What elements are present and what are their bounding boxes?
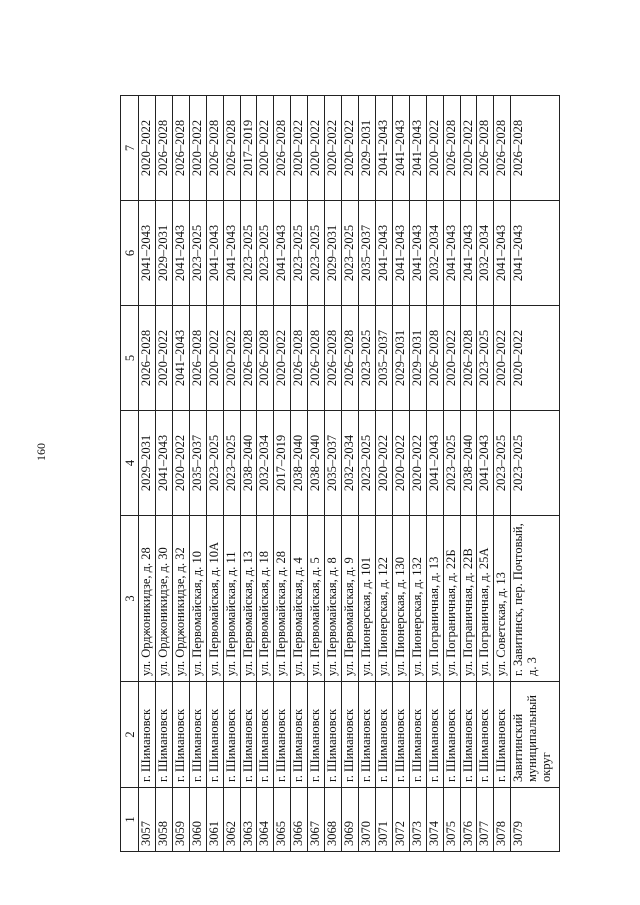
period-col-6-cell: 2041–2043 (511, 201, 560, 306)
period-col-4-cell: 2041–2043 (426, 411, 443, 516)
table-row (426, 96, 443, 852)
address-cell: ул. Первомайская, д. 13 (240, 516, 257, 682)
table-row (409, 96, 426, 852)
address-cell: ул. Пограничная, д. 13 (426, 516, 443, 682)
row-number-cell: 3065 (274, 788, 291, 852)
period-col-6-cell: 2023–2025 (291, 201, 308, 306)
period-col-4-cell: 2023–2025 (358, 411, 375, 516)
period-col-5-cell: 2020–2022 (511, 306, 560, 411)
locality-cell: г. Шимановск (206, 682, 223, 788)
period-col-6-cell: 2041–2043 (375, 201, 392, 306)
period-col-6-cell: 2032–2034 (426, 201, 443, 306)
period-col-4-cell: 2023–2025 (223, 411, 240, 516)
period-col-5-cell: 2035–2037 (375, 306, 392, 411)
table-row (375, 96, 392, 852)
table-row (443, 96, 460, 852)
row-number-cell: 3070 (358, 788, 375, 852)
period-col-5-cell: 2026–2028 (460, 306, 477, 411)
address-cell: ул. Советская, д. 13 (494, 516, 511, 682)
period-col-7-cell: 2041–2043 (392, 96, 409, 201)
row-number-cell: 3074 (426, 788, 443, 852)
table-row (223, 96, 240, 852)
column-header: 7 (121, 96, 139, 201)
period-col-5-cell: 2026–2028 (325, 306, 342, 411)
period-col-7-cell: 2041–2043 (375, 96, 392, 201)
locality-cell: г. Шимановск (240, 682, 257, 788)
row-number-cell: 3071 (375, 788, 392, 852)
period-col-7-cell: 2020–2022 (426, 96, 443, 201)
period-col-7-cell: 2026–2028 (223, 96, 240, 201)
period-col-7-cell: 2017–2019 (240, 96, 257, 201)
locality-cell: г. Шимановск (189, 682, 206, 788)
period-col-4-cell: 2023–2025 (443, 411, 460, 516)
locality-cell: г. Шимановск (477, 682, 494, 788)
table-body (139, 96, 560, 852)
table-row (477, 96, 494, 852)
period-col-5-cell: 2029–2031 (392, 306, 409, 411)
period-col-4-cell: 2020–2022 (172, 411, 189, 516)
period-col-7-cell: 2026–2028 (511, 96, 560, 201)
locality-cell: г. Шимановск (172, 682, 189, 788)
table-row (155, 96, 172, 852)
period-col-5-cell: 2020–2022 (274, 306, 291, 411)
period-col-6-cell: 2023–2025 (342, 201, 359, 306)
row-number-cell: 3077 (477, 788, 494, 852)
period-col-5-cell: 2026–2028 (189, 306, 206, 411)
locality-cell: г. Шимановск (392, 682, 409, 788)
address-cell: ул. Первомайская, д. 5 (308, 516, 325, 682)
row-number-cell: 3078 (494, 788, 511, 852)
table-row (494, 96, 511, 852)
locality-cell: г. Шимановск (409, 682, 426, 788)
locality-cell: г. Шимановск (494, 682, 511, 788)
row-number-cell: 3061 (206, 788, 223, 852)
table-row (172, 96, 189, 852)
locality-cell: г. Шимановск (257, 682, 274, 788)
period-col-7-cell: 2020–2022 (342, 96, 359, 201)
locality-cell: г. Шимановск (223, 682, 240, 788)
period-col-4-cell: 2038–2040 (240, 411, 257, 516)
period-col-7-cell: 2026–2028 (443, 96, 460, 201)
period-col-5-cell: 2023–2025 (358, 306, 375, 411)
address-cell: ул. Пионерская, д. 122 (375, 516, 392, 682)
locality-cell: г. Шимановск (274, 682, 291, 788)
address-cell: ул. Первомайская, д. 18 (257, 516, 274, 682)
table-row (189, 96, 206, 852)
period-col-6-cell: 2041–2043 (172, 201, 189, 306)
address-cell: ул. Орджоникидзе, д. 28 (139, 516, 156, 682)
address-cell: ул. Пионерская, д. 101 (358, 516, 375, 682)
period-col-7-cell: 2026–2028 (155, 96, 172, 201)
period-col-5-cell: 2026–2028 (257, 306, 274, 411)
column-header: 6 (121, 201, 139, 306)
period-col-6-cell: 2041–2043 (223, 201, 240, 306)
period-col-4-cell: 2029–2031 (139, 411, 156, 516)
table-header-row (121, 96, 139, 852)
row-number-cell: 3079 (511, 788, 560, 852)
period-col-6-cell: 2041–2043 (392, 201, 409, 306)
period-col-6-cell: 2041–2043 (443, 201, 460, 306)
period-col-5-cell: 2026–2028 (308, 306, 325, 411)
address-cell: ул. Пограничная, д. 22В (460, 516, 477, 682)
address-cell: ул. Орджоникидзе, д. 30 (155, 516, 172, 682)
period-col-6-cell: 2041–2043 (139, 201, 156, 306)
period-col-5-cell: 2023–2025 (477, 306, 494, 411)
period-col-6-cell: 2029–2031 (325, 201, 342, 306)
locality-cell: г. Шимановск (139, 682, 156, 788)
period-col-4-cell: 2020–2022 (375, 411, 392, 516)
locality-cell: г. Шимановск (155, 682, 172, 788)
table-row (511, 96, 560, 852)
period-col-5-cell: 2029–2031 (409, 306, 426, 411)
period-col-7-cell: 2026–2028 (477, 96, 494, 201)
period-col-4-cell: 2038–2040 (308, 411, 325, 516)
row-number-cell: 3076 (460, 788, 477, 852)
locality-cell: г. Шимановск (460, 682, 477, 788)
locality-cell: Завитинский муниципальный округ (511, 682, 560, 788)
period-col-5-cell: 2026–2028 (426, 306, 443, 411)
address-cell: г. Завитинск, пер. Почтовый, д. 3 (511, 516, 560, 682)
period-col-4-cell: 2038–2040 (291, 411, 308, 516)
period-col-5-cell: 2026–2028 (240, 306, 257, 411)
address-cell: ул. Пограничная, д. 22Б (443, 516, 460, 682)
period-col-6-cell: 2023–2025 (308, 201, 325, 306)
period-col-6-cell: 2032–2034 (477, 201, 494, 306)
column-header: 3 (121, 516, 139, 682)
address-cell: ул. Первомайская, д. 10А (206, 516, 223, 682)
period-col-5-cell: 2026–2028 (291, 306, 308, 411)
period-col-4-cell: 2023–2025 (494, 411, 511, 516)
period-col-6-cell: 2041–2043 (206, 201, 223, 306)
period-col-4-cell: 2032–2034 (257, 411, 274, 516)
address-cell: ул. Первомайская, д. 28 (274, 516, 291, 682)
period-col-7-cell: 2026–2028 (172, 96, 189, 201)
address-cell: ул. Первомайская, д. 11 (223, 516, 240, 682)
period-col-5-cell: 2020–2022 (223, 306, 240, 411)
table-row (342, 96, 359, 852)
period-col-7-cell: 2020–2022 (308, 96, 325, 201)
row-number-cell: 3069 (342, 788, 359, 852)
schedule-table (120, 95, 560, 852)
period-col-5-cell: 2026–2028 (139, 306, 156, 411)
row-number-cell: 3075 (443, 788, 460, 852)
row-number-cell: 3060 (189, 788, 206, 852)
period-col-4-cell: 2020–2022 (409, 411, 426, 516)
period-col-6-cell: 2041–2043 (460, 201, 477, 306)
table-row (257, 96, 274, 852)
row-number-cell: 3072 (392, 788, 409, 852)
period-col-5-cell: 2020–2022 (443, 306, 460, 411)
period-col-5-cell: 2026–2028 (342, 306, 359, 411)
period-col-4-cell: 2017–2019 (274, 411, 291, 516)
period-col-4-cell: 2023–2025 (206, 411, 223, 516)
column-header: 1 (121, 788, 139, 852)
row-number-cell: 3059 (172, 788, 189, 852)
address-cell: ул. Первомайская, д. 8 (325, 516, 342, 682)
period-col-7-cell: 2026–2028 (494, 96, 511, 201)
period-col-4-cell: 2041–2043 (155, 411, 172, 516)
table-row (274, 96, 291, 852)
row-number-cell: 3058 (155, 788, 172, 852)
address-cell: ул. Первомайская, д. 9 (342, 516, 359, 682)
row-number-cell: 3073 (409, 788, 426, 852)
period-col-4-cell: 2020–2022 (392, 411, 409, 516)
column-header: 5 (121, 306, 139, 411)
period-col-4-cell: 2041–2043 (477, 411, 494, 516)
row-number-cell: 3062 (223, 788, 240, 852)
table-container (120, 96, 560, 852)
table-row (291, 96, 308, 852)
locality-cell: г. Шимановск (358, 682, 375, 788)
period-col-4-cell: 2032–2034 (342, 411, 359, 516)
period-col-6-cell: 2041–2043 (274, 201, 291, 306)
period-col-7-cell: 2026–2028 (274, 96, 291, 201)
locality-cell: г. Шимановск (342, 682, 359, 788)
row-number-cell: 3064 (257, 788, 274, 852)
period-col-6-cell: 2023–2025 (189, 201, 206, 306)
period-col-6-cell: 2041–2043 (409, 201, 426, 306)
address-cell: ул. Пограничная, д. 25А (477, 516, 494, 682)
period-col-6-cell: 2029–2031 (155, 201, 172, 306)
period-col-7-cell: 2020–2022 (189, 96, 206, 201)
table-row (240, 96, 257, 852)
period-col-4-cell: 2023–2025 (511, 411, 560, 516)
address-cell: ул. Пионерская, д. 132 (409, 516, 426, 682)
period-col-7-cell: 2029–2031 (358, 96, 375, 201)
address-cell: ул. Первомайская, д. 4 (291, 516, 308, 682)
page-number: 160 (34, 443, 48, 461)
period-col-5-cell: 2020–2022 (494, 306, 511, 411)
locality-cell: г. Шимановск (443, 682, 460, 788)
period-col-7-cell: 2020–2022 (460, 96, 477, 201)
locality-cell: г. Шимановск (291, 682, 308, 788)
row-number-cell: 3068 (325, 788, 342, 852)
period-col-6-cell: 2041–2043 (494, 201, 511, 306)
locality-cell: г. Шимановск (308, 682, 325, 788)
period-col-4-cell: 2035–2037 (189, 411, 206, 516)
period-col-5-cell: 2041–2043 (172, 306, 189, 411)
table-row (308, 96, 325, 852)
column-header: 4 (121, 411, 139, 516)
table-row (392, 96, 409, 852)
period-col-6-cell: 2023–2025 (240, 201, 257, 306)
period-col-5-cell: 2020–2022 (206, 306, 223, 411)
table-row (206, 96, 223, 852)
period-col-7-cell: 2020–2022 (257, 96, 274, 201)
table-row (325, 96, 342, 852)
period-col-4-cell: 2035–2037 (325, 411, 342, 516)
address-cell: ул. Орджоникидзе, д. 32 (172, 516, 189, 682)
table-row (139, 96, 156, 852)
column-header: 2 (121, 682, 139, 788)
row-number-cell: 3057 (139, 788, 156, 852)
period-col-7-cell: 2020–2022 (325, 96, 342, 201)
table-row (460, 96, 477, 852)
address-cell: ул. Первомайская, д. 10 (189, 516, 206, 682)
row-number-cell: 3063 (240, 788, 257, 852)
period-col-7-cell: 2020–2022 (291, 96, 308, 201)
locality-cell: г. Шимановск (426, 682, 443, 788)
period-col-6-cell: 2023–2025 (257, 201, 274, 306)
row-number-cell: 3066 (291, 788, 308, 852)
locality-cell: г. Шимановск (375, 682, 392, 788)
row-number-cell: 3067 (308, 788, 325, 852)
table-row (358, 96, 375, 852)
period-col-4-cell: 2038–2040 (460, 411, 477, 516)
period-col-7-cell: 2026–2028 (206, 96, 223, 201)
address-cell: ул. Пионерская, д. 130 (392, 516, 409, 682)
period-col-7-cell: 2041–2043 (409, 96, 426, 201)
locality-cell: г. Шимановск (325, 682, 342, 788)
period-col-5-cell: 2020–2022 (155, 306, 172, 411)
period-col-6-cell: 2035–2037 (358, 201, 375, 306)
period-col-7-cell: 2020–2022 (139, 96, 156, 201)
